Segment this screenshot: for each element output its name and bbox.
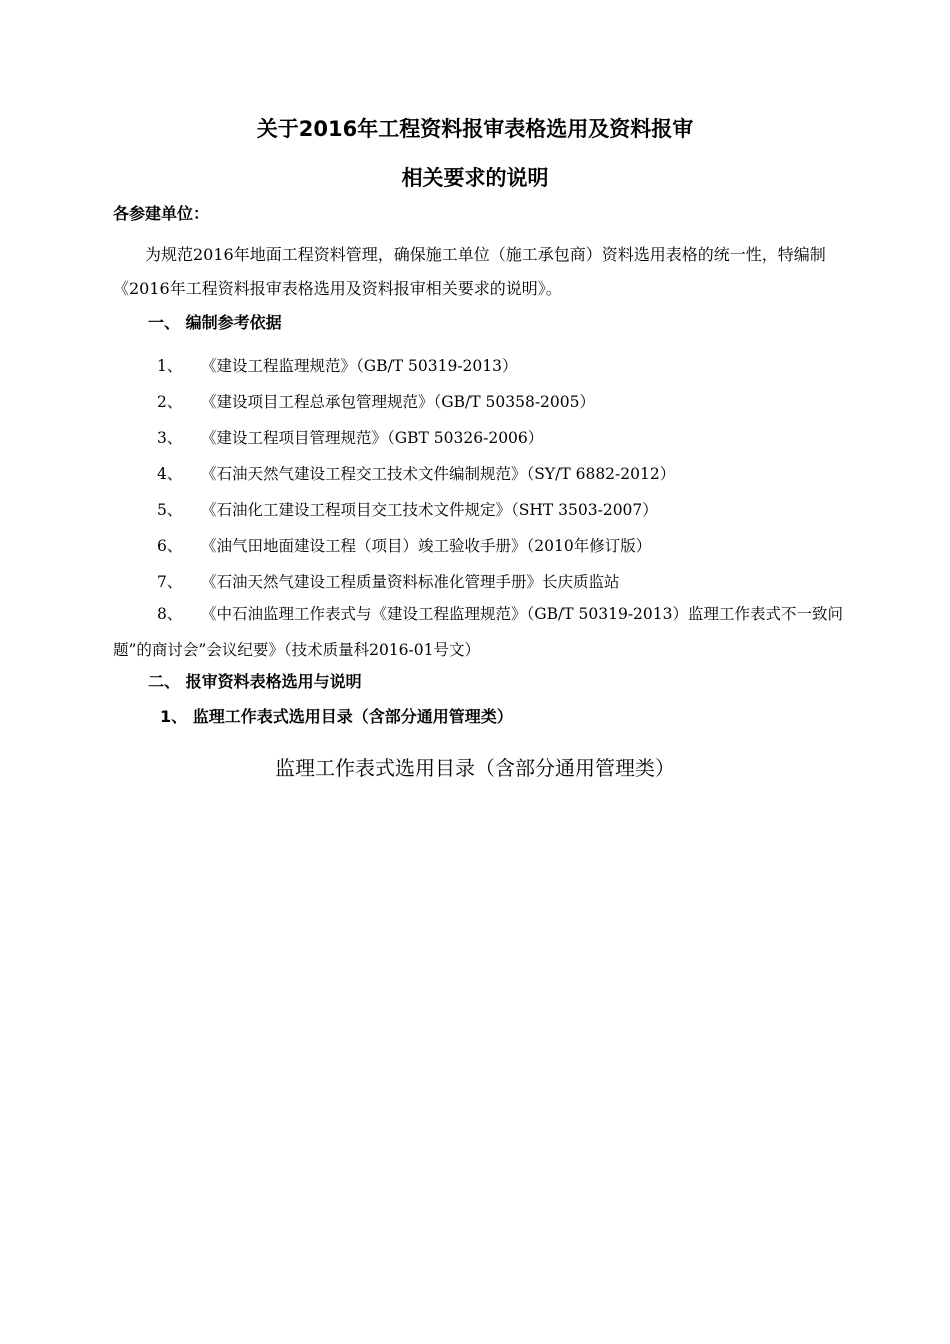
document-title-line1: 关于2016年工程资料报审表格选用及资料报审 <box>256 117 694 141</box>
salutation: 各参建单位： <box>113 204 210 223</box>
reference-number: 7、 <box>157 573 183 591</box>
reference-number: 5、 <box>157 501 183 519</box>
reference-item <box>113 347 858 383</box>
reference-text: 《石油天然气建设工程质量资料标准化管理手册》长庆质监站 <box>201 573 620 591</box>
reference-text: 《石油化工建设工程项目交工技术文件规定》（SHT 3503-2007） <box>201 501 658 519</box>
reference-text: 《建设工程项目管理规范》（GBT 50326-2006） <box>201 429 544 447</box>
document-title-line2: 相关要求的说明 <box>401 166 549 190</box>
section-heading-forms: 二、 报审资料表格选用与说明 <box>148 672 362 691</box>
reference-text: 《石油天然气建设工程交工技术文件编制规范》（SY/T 6882-2012） <box>201 465 676 483</box>
reference-number: 6、 <box>157 537 183 555</box>
table-title: 监理工作表式选用目录（含部分通用管理类） <box>275 756 675 780</box>
reference-item <box>113 419 858 455</box>
reference-number: 1、 <box>157 357 183 375</box>
reference-number: 2、 <box>157 393 183 411</box>
reference-text: 《建设项目工程总承包管理规范》（GB/T 50358-2005） <box>201 393 596 411</box>
reference-item <box>113 383 858 419</box>
reference-item <box>113 563 858 599</box>
intro-paragraph: 为规范2016年地面工程资料管理，确保施工单位（施工承包商）资料选用表格的统一性，特编制《2016年工程资料报审表格选用及资料报审相关要求的说明》。 <box>113 245 826 298</box>
reference-list <box>113 347 858 599</box>
reference-text: 《建设工程监理规范》（GB/T 50319-2013） <box>201 357 518 375</box>
reference-number: 3、 <box>157 429 183 447</box>
reference-item-8 <box>113 596 858 668</box>
subsection-heading: 1、 监理工作表式选用目录（含部分通用管理类） <box>160 707 513 726</box>
reference-text: 《油气田地面建设工程（项目）竣工验收手册》（2010年修订版） <box>201 537 652 555</box>
reference-number: 8、 <box>157 605 183 623</box>
reference-item <box>113 527 858 563</box>
reference-item <box>113 455 858 491</box>
reference-text: 《中石油监理工作表式与《建设工程监理规范》（GB/T 50319-2013）监理工作表式不一致问题”的商讨会”会议纪要》（技术质量科2016-01号文） <box>113 605 844 659</box>
reference-item <box>113 491 858 527</box>
section-heading-references: 一、 编制参考依据 <box>148 313 282 332</box>
reference-number: 4、 <box>157 465 183 483</box>
